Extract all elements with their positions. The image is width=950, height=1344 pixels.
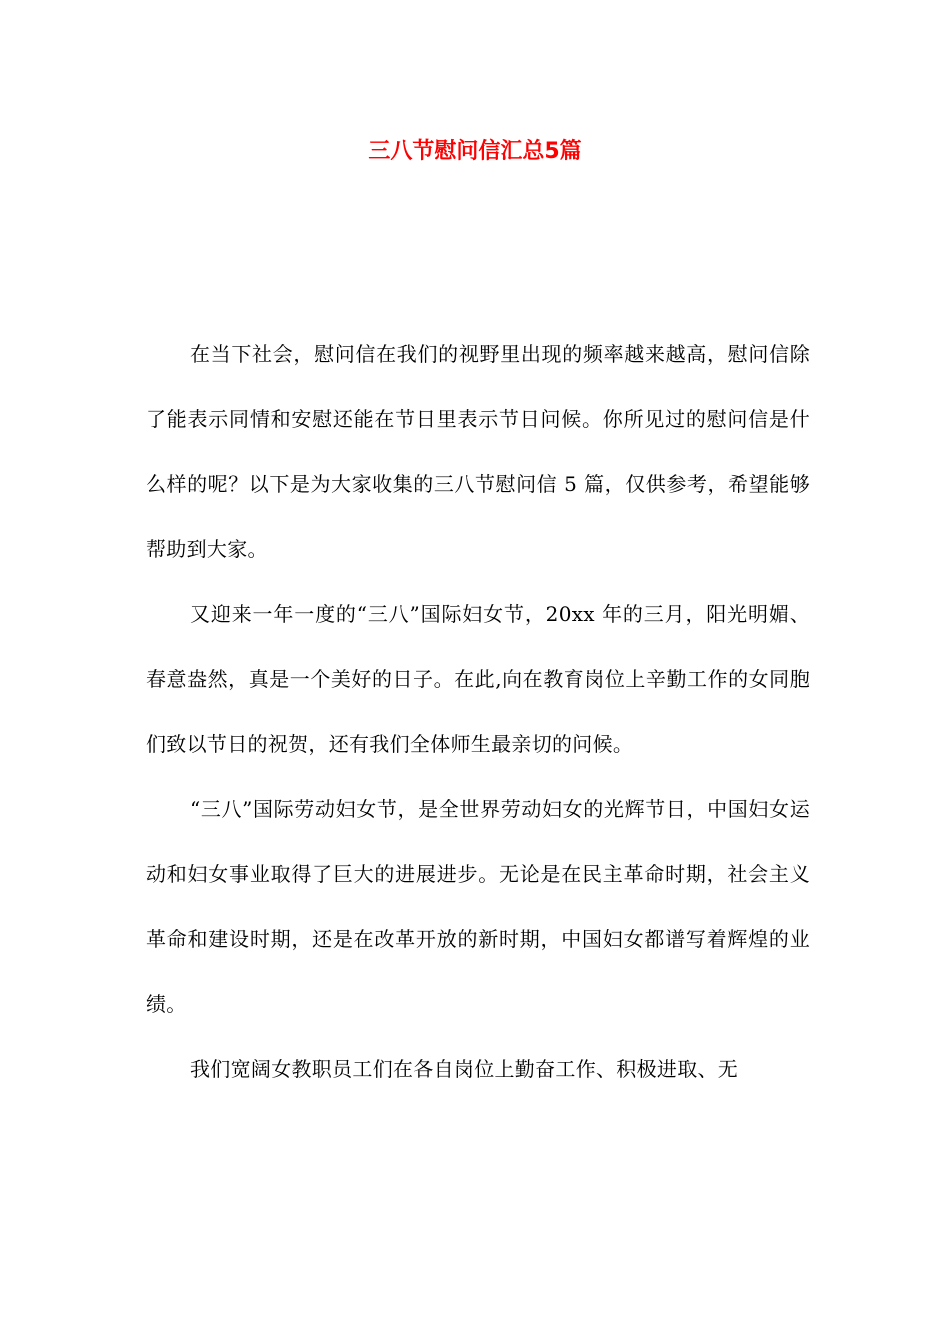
paragraph-3: “三八”国际劳动妇女节，是全世界劳动妇女的光辉节日，中国妇女运动和妇女事业取得了巨大的进展进步。无论是在民主革命时期，社会主义革命和建设时期，还是在改革开放的新时期，中国妇女都谱写着辉煌的业绩。: [146, 797, 810, 1016]
paragraph-2: 又迎来一年一度的“三八”国际妇女节，20xx 年的三月，阳光明媚、春意盎然，真是一个美好的日子。在此,向在教育岗位上辛勤工作的女同胞们致以节日的祝贺，还有我们全体师生最亲切的问候。: [146, 602, 810, 756]
paragraph-1: 在当下社会，慰问信在我们的视野里出现的频率越来越高，慰问信除了能表示同情和安慰还能在节日里表示节日问候。你所见过的慰问信是什么样的呢？以下是为大家收集的三八节慰问信 5 篇，仅供参考，希望能够帮助到大家。: [146, 342, 810, 561]
paragraph-4: 我们宽阔女教职员工们在各自岗位上勤奋工作、积极进取、无: [190, 1057, 739, 1081]
document-body: [146, 322, 810, 1102]
document-title: 三八节慰问信汇总5篇: [368, 139, 582, 164]
